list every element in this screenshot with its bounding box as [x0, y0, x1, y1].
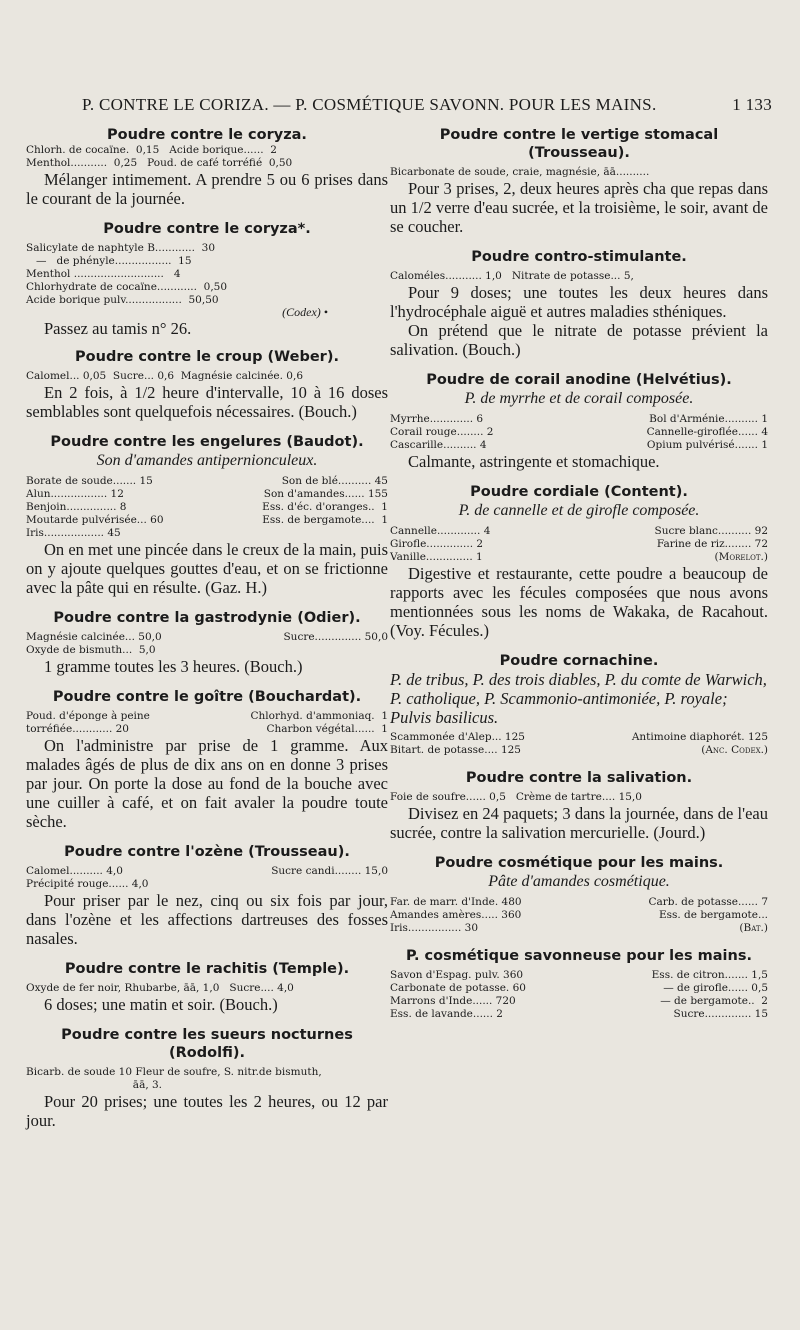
recipe-row: Myrrhe............. 6 Bol d'Arménie.......... 1: [390, 413, 768, 425]
left-column: [26, 126, 388, 1130]
recipe-row: Menthol ........................... 4: [26, 268, 181, 280]
paragraph: 1 gramme toutes les 3 heures. (Bouch.): [44, 657, 303, 676]
recipe-row: Vanille.............. 1 (Morelot.): [390, 551, 768, 563]
section-title: Poudre contre les sueurs nocturnes (Rodolfi).: [61, 1027, 353, 1061]
recipe-row: Iris.................. 45: [26, 527, 121, 539]
section-title: Poudre contro-stimulante.: [471, 249, 687, 265]
source-reference: (Codex) •: [282, 305, 328, 319]
recipe-row: Iris................ 30 (Bat.): [390, 922, 768, 934]
section-title: Poudre contre le goître (Bouchardat).: [52, 689, 362, 705]
section-title: Poudre contre le croup (Weber).: [75, 349, 339, 365]
recipe-row: Bitart. de potasse.... 125 (Anc. Codex.): [390, 744, 768, 756]
section-title: Poudre contre les engelures (Baudot).: [50, 434, 364, 450]
section-title: P. cosmétique savonneuse pour les mains.: [406, 948, 752, 964]
paragraph: Digestive et restaurante, cette poudre a beaucoup de rapports avec les fécules composées que nous avons mentionnées sous les noms de Wakaka, de Racahout. (Voy. Fécules.): [390, 564, 768, 640]
recipe-row: Bicarb. de soude 10 Fleur de soufre, S. nitr.de bismuth,: [26, 1066, 322, 1078]
recipe-row: Oxyde de fer noir, Rhubarbe, āā, 1,0 Sucre.... 4,0: [26, 982, 294, 994]
section-subtitle: Son d'amandes antipernionculeux.: [96, 452, 318, 469]
section-title: Poudre de corail anodine (Helvétius).: [426, 372, 732, 388]
recipe-row: Girofle.............. 2 Farine de riz........ 72: [390, 538, 768, 550]
recipe-row: Scammonée d'Alep... 125 Antimoine diaphorét. 125: [390, 731, 768, 743]
section-title: Poudre contre la gastrodynie (Odier).: [53, 610, 361, 626]
section-title: Poudre contre le coryza.: [107, 127, 307, 143]
recipe-row: Amandes amères..... 360 Ess. de bergamote...: [390, 909, 768, 921]
recipe-row: Calomel... 0,05 Sucre... 0,6 Magnésie calcinée. 0,6: [26, 370, 304, 382]
recipe-row: Cannelle............. 4 Sucre blanc.......... 92: [390, 525, 768, 537]
paragraph: 6 doses; une matin et soir. (Bouch.): [44, 995, 278, 1014]
page-number: 1 133: [732, 95, 772, 114]
right-column: [390, 126, 768, 1021]
recipe-row: — de phényle................. 15: [26, 255, 192, 267]
recipe-row: Bicarbonate de soude, craie, magnésie, āā..........: [390, 166, 650, 178]
paragraph: On en met une pincée dans le creux de la main, puis on y ajoute quelques gouttes d'eau, et on se frictionne avec la pâte qui en résulte. (Gaz. H.): [26, 540, 388, 597]
section-title: Poudre contre le vertige stomacal: [439, 127, 719, 143]
section-subtitle: Pâte d'amandes cosmétique.: [488, 873, 670, 890]
paragraph: Pour priser par le nez, cinq ou six fois par jour, dans l'ozène et les affections dartreuses des fosses nasales.: [26, 891, 388, 948]
recipe-row: Salicylate de naphtyle B............ 30: [26, 242, 216, 254]
paragraph: Mélanger intimement. A prendre 5 ou 6 prises dans le courant de la journée.: [26, 170, 388, 208]
running-head: [82, 95, 772, 115]
running-title: P. CONTRE LE CORIZA. — P. COSMÉTIQUE SAVONN. POUR LES MAINS.: [82, 95, 657, 114]
section-title: Poudre cosmétique pour les mains.: [434, 855, 724, 871]
paragraph: Divisez en 24 paquets; 3 dans la journée, dans de l'eau sucrée, contre la salivation mercurielle. (Jourd.): [390, 804, 768, 842]
section-subtitle: P. de tribus, P. des trois diables, P. du comte de Warwich, P. catholique, P. Scammonio-antimoniée, P. royale; Pulvis basilicus.: [390, 670, 767, 727]
recipe-row: Poud. d'éponge à peine Chlorhyd. d'ammoniaq. 1: [26, 710, 388, 722]
recipe-row: Corail rouge........ 2 Cannelle-giroflée...... 4: [390, 426, 768, 438]
recipe-row: Chlorh. de cocaïne. 0,15 Acide borique...... 2: [26, 144, 277, 156]
section-subtitle: P. de cannelle et de girofle composée.: [458, 502, 700, 519]
recipe-row: Foie de soufre...... 0,5 Crème de tartre.... 15,0: [390, 791, 642, 803]
section-title: Poudre cornachine.: [499, 653, 659, 669]
recipe-row: Far. de marr. d'Inde. 480 Carb. de potasse...... 7: [390, 896, 768, 908]
recipe-row: Chlorhydrate de cocaïne............ 0,50: [26, 281, 228, 293]
recipe-row: Caloméles........... 1,0 Nitrate de potasse... 5,: [390, 270, 634, 282]
recipe-row: Marrons d'Inde...... 720 — de bergamote.. 2: [390, 995, 768, 1007]
recipe-row: torréfiée............ 20 Charbon végétal...... 1: [26, 723, 388, 735]
recipe-row: Calomel.......... 4,0 Sucre candi........ 15,0: [26, 865, 388, 877]
section-title-line-2: (Trousseau).: [528, 145, 630, 161]
recipe-row: Menthol........... 0,25 Poud. de café torréfié 0,50: [26, 157, 293, 169]
section-title: Poudre contre l'ozène (Trousseau).: [64, 844, 350, 860]
paragraph: On l'administre par prise de 1 gramme. Aux malades âgés de plus de dix ans on en donne 3 prises par jour. On porte la dose au fond de la bouche avec une cuiller à café, et on fait avaler la poudre toute sèche.: [26, 736, 388, 831]
paragraph: Calmante, astringente et stomachique.: [408, 452, 660, 471]
section-title: Poudre contre le coryza*.: [103, 221, 311, 237]
paragraph: Pour 9 doses; une toutes les deux heures dans l'hydrocéphale aiguë et autres maladies sthéniques.: [390, 283, 768, 321]
recipe-row: Alun................. 12 Son d'amandes...... 155: [26, 488, 388, 500]
paragraph: En 2 fois, à 1/2 heure d'intervalle, 10 à 16 doses semblables sont quelquefois nécessaires. (Bouch.): [26, 383, 388, 421]
recipe-row: Ess. de lavande...... 2 Sucre.............. 15: [390, 1008, 768, 1020]
recipe-row: Magnésie calcinée... 50,0 Sucre.............. 50,0: [26, 631, 388, 643]
recipe-row: Savon d'Espag. pulv. 360 Ess. de citron....... 1,5: [390, 969, 768, 981]
recipe-row: Moutarde pulvérisée... 60 Ess. de bergamote.... 1: [26, 514, 388, 526]
section-subtitle: P. de myrrhe et de corail composée.: [464, 390, 694, 407]
recipe-row: Oxyde de bismuth... 5,0: [26, 644, 156, 656]
paragraph: On prétend que le nitrate de potasse prévient la salivation. (Bouch.): [390, 321, 768, 359]
recipe-row: Cascarille.......... 4 Opium pulvérisé....... 1: [390, 439, 768, 451]
recipe-row: Borate de soude....... 15 Son de blé.......... 45: [26, 475, 388, 487]
recipe-row: āā, 3.: [26, 1079, 163, 1091]
paragraph: Pour 20 prises; une toutes les 2 heures, ou 12 par jour.: [26, 1092, 388, 1130]
section-title: Poudre contre le rachitis (Temple).: [64, 961, 350, 977]
section-title: Poudre cordiale (Content).: [470, 484, 688, 500]
recipe-row: Carbonate de potasse. 60 — de girofle...... 0,5: [390, 982, 768, 994]
section-title: Poudre contre la salivation.: [465, 770, 693, 786]
recipe-row: Acide borique pulv................. 50,50: [26, 294, 219, 306]
recipe-row: Précipité rouge...... 4,0: [26, 878, 149, 890]
paragraph: Pour 3 prises, 2, deux heures après cha que repas dans un 1/2 verre d'eau sucrée, et la troisième, le soir, avant de se coucher.: [390, 179, 768, 236]
recipe-row: Benjoin............... 8 Ess. d'éc. d'oranges.. 1: [26, 501, 388, 513]
paragraph: Passez au tamis n° 26.: [44, 319, 192, 338]
